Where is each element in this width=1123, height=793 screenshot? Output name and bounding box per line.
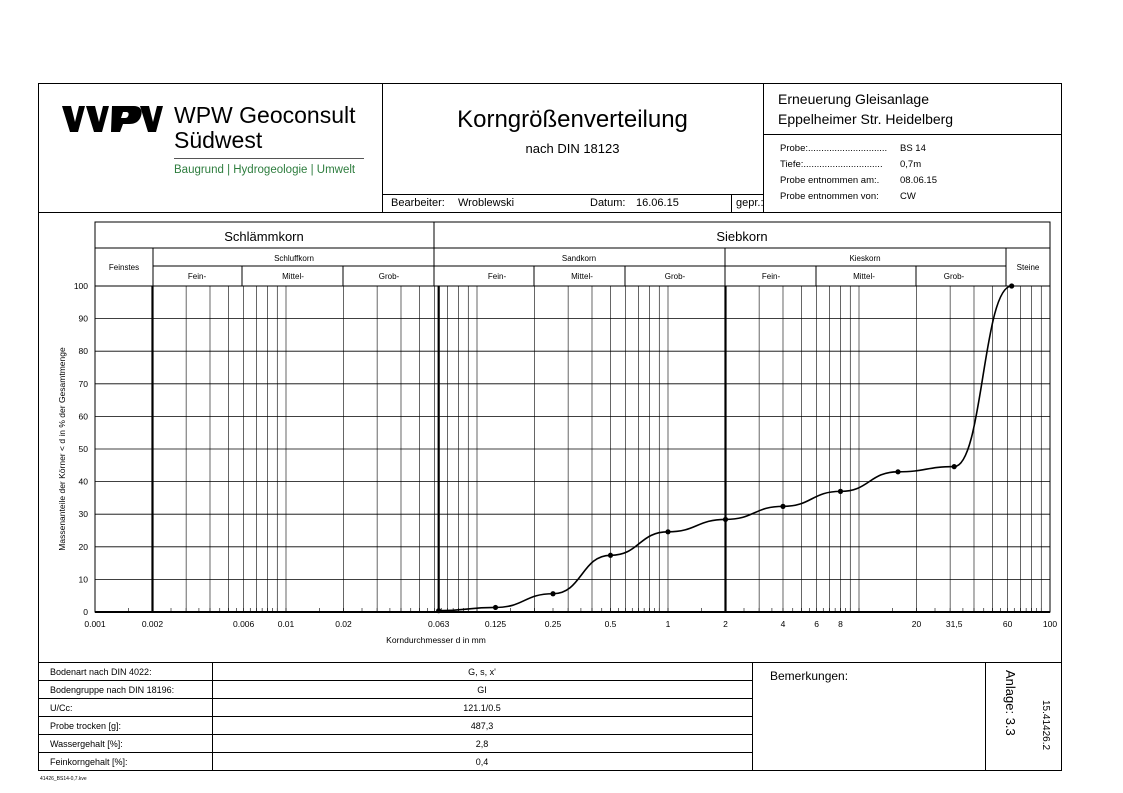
x-tick-label: 0.002	[141, 619, 164, 629]
result-label: Probe trocken [g]:	[50, 721, 122, 731]
project-line-2: Eppelheimer Str. Heidelberg	[778, 111, 954, 127]
data-point	[608, 553, 613, 558]
result-value: 121.1/0.5	[463, 703, 501, 713]
datum-label: Datum:	[590, 197, 626, 209]
x-axis-label: Korndurchmesser d in mm	[386, 635, 486, 645]
x-tick-label: 4	[780, 619, 786, 629]
page-subtitle: nach DIN 18123	[525, 141, 620, 156]
y-tick-label: 70	[78, 378, 88, 389]
y-tick-label: 40	[78, 476, 88, 487]
schlaemmkorn-header: Schlämmkorn	[224, 229, 304, 244]
datum-value: 16.06.15	[636, 197, 679, 209]
x-axis-ticks	[84, 619, 1057, 629]
siebkorn-header: Siebkorn	[716, 229, 768, 244]
probe-value: BS 14	[900, 143, 926, 154]
bemerkungen-label: Bemerkungen:	[770, 669, 849, 683]
y-axis-label: Massenanteile der Körner < d in % der Gesamtmenge	[57, 347, 67, 551]
x-tick-label: 0.006	[232, 619, 255, 629]
x-tick-label: 1	[665, 619, 671, 629]
sand-mittel-label: Mittel-	[571, 272, 593, 281]
result-label: Wassergehalt [%]:	[50, 739, 123, 749]
bearbeiter-value: Wroblewski	[458, 197, 515, 209]
y-tick-label: 0	[83, 607, 88, 617]
x-tick-label: 0.25	[544, 619, 562, 629]
results-row-line	[38, 698, 752, 699]
data-point	[665, 529, 670, 534]
result-label: Feinkorngehalt [%]:	[50, 757, 128, 767]
company-name-2: Südwest	[174, 127, 263, 153]
feinstes-label: Feinstes	[108, 263, 140, 272]
data-point	[1009, 283, 1014, 288]
results-top-line	[38, 662, 1062, 663]
result-value: 487,3	[470, 721, 494, 731]
entnommen-am-label: Probe entnommen am:.	[780, 175, 880, 186]
x-tick-label: 0.02	[335, 619, 352, 629]
kies-fein-label: Fein-	[761, 272, 781, 281]
anlage-label: Anlage: 3.3	[1003, 670, 1018, 736]
tiefe-label: Tiefe:..............................	[780, 159, 883, 170]
kieskorn-label: Kieskorn	[849, 254, 881, 263]
data-point	[895, 469, 900, 474]
y-tick-label: 50	[78, 444, 88, 454]
x-tick-label: 0.063	[428, 619, 450, 629]
x-tick-label: 60	[1002, 619, 1013, 629]
project-number: 15.41426.2	[1040, 700, 1051, 751]
data-point	[436, 608, 441, 613]
bearbeiter-label: Bearbeiter:	[391, 197, 445, 209]
result-value: 2,8	[475, 739, 489, 749]
x-tick-label: 20	[911, 619, 922, 629]
y-tick-label: 100	[73, 281, 88, 291]
schluff-mittel-label: Mittel-	[282, 272, 304, 281]
x-tick-label: 2	[723, 619, 728, 629]
data-point	[838, 489, 843, 494]
sand-grob-label: Grob-	[664, 272, 686, 281]
schluff-fein-label: Fein-	[187, 272, 207, 281]
x-tick-label: 0.125	[484, 619, 507, 629]
results-bemerkungen-divider	[752, 662, 753, 771]
results-anlage-divider	[985, 662, 986, 771]
schluffkorn-label: Schluffkorn	[274, 254, 314, 263]
steine-label: Steine	[1016, 263, 1040, 272]
x-tick-label: 0.01	[277, 619, 295, 629]
results-row-line	[38, 680, 752, 681]
schluff-grob-label: Grob-	[378, 272, 400, 281]
results-row-line	[38, 734, 752, 735]
y-tick-label: 60	[78, 411, 88, 422]
sand-fein-label: Fein-	[487, 272, 507, 281]
result-label: Bodenart nach DIN 4022:	[50, 667, 152, 677]
result-value: G, s, x'	[468, 667, 496, 677]
result-label: U/Cc:	[50, 703, 73, 713]
results-row-line	[38, 752, 752, 753]
x-tick-label: 0.001	[84, 619, 106, 629]
probe-label: Probe:..............................	[780, 143, 888, 154]
data-point	[952, 464, 957, 469]
results-row-line	[38, 716, 752, 717]
result-value: 0,4	[475, 757, 489, 767]
tiefe-value: 0,7m	[900, 159, 922, 170]
gepr-label: gepr.:	[736, 197, 764, 209]
y-tick-label: 80	[78, 346, 88, 357]
y-axis-ticks	[74, 281, 88, 617]
data-point	[550, 591, 555, 596]
company-name-1: WPW Geoconsult	[174, 102, 356, 128]
y-tick-label: 10	[78, 574, 88, 585]
page-title: Korngrößenverteilung	[457, 106, 688, 133]
result-label: Bodengruppe nach DIN 18196:	[50, 685, 175, 695]
kies-grob-label: Grob-	[943, 272, 965, 281]
x-tick-label: 31,5	[945, 619, 963, 629]
sandkorn-label: Sandkorn	[561, 254, 597, 263]
entnommen-am-value: 08.06.15	[900, 175, 937, 186]
x-tick-label: 100	[1042, 619, 1058, 629]
entnommen-von-value: CW	[900, 191, 916, 202]
data-point	[493, 605, 498, 610]
entnommen-von-label: Probe entnommen von:	[780, 191, 879, 202]
y-tick-label: 30	[78, 509, 88, 520]
chart-grid	[95, 286, 1050, 612]
data-point	[780, 504, 785, 509]
company-tagline: Baugrund | Hydrogeologie | Umwelt	[174, 164, 356, 176]
kies-mittel-label: Mittel-	[853, 272, 875, 281]
y-tick-label: 20	[78, 541, 88, 552]
x-tick-label: 0.5	[604, 619, 617, 629]
x-tick-label: 8	[838, 619, 843, 629]
result-value: GI	[477, 685, 487, 695]
file-reference: 41426_BS14-0,7.kve	[40, 776, 87, 782]
x-tick-label: 6	[814, 619, 819, 629]
project-line-1: Erneuerung Gleisanlage	[778, 91, 929, 107]
data-point	[723, 517, 728, 522]
y-tick-label: 90	[78, 313, 88, 324]
